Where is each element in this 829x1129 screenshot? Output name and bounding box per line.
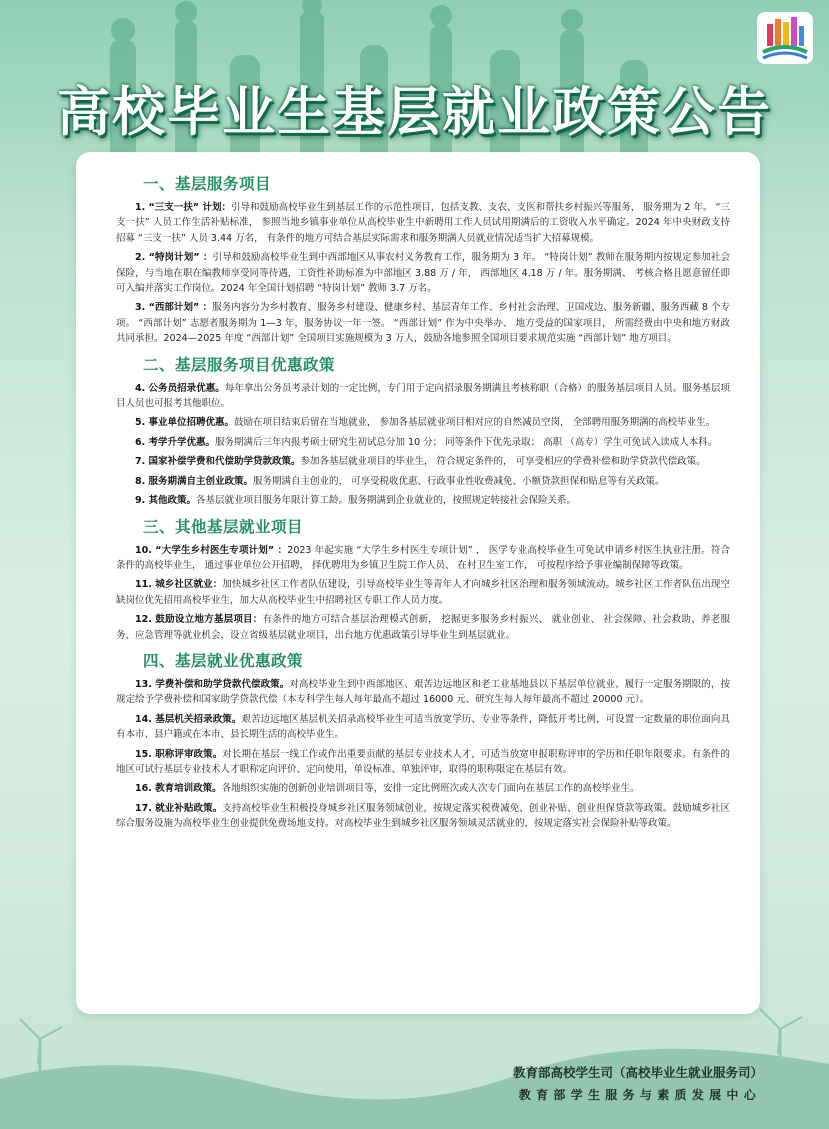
- section-other-grassroots-projects: [116, 515, 730, 643]
- policy-item: [116, 612, 730, 643]
- section-heading: 二、基层服务项目优惠政策: [143, 355, 336, 374]
- policy-text: 支持高校毕业生积极投身城乡社区服务领域创业，按规定落实税费减免、创业补贴、创业担保贷款等政策。鼓励城乡社区综合服务设施为高校毕业生创业提供免费场地支持。对高校毕业生到城乡社区服务领域灵活就业的，按规定落实社会保险补贴等政策。: [116, 802, 730, 830]
- policy-item: [116, 381, 730, 412]
- policy-item: [116, 543, 730, 574]
- section-grassroots-employment-benefits: [116, 649, 730, 832]
- policy-label: 1. “三支一扶” 计划：: [135, 202, 231, 213]
- policy-label: 6. 考学升学优惠。: [135, 436, 216, 448]
- policy-text: 2023 年起实施 “大学生乡村医生专项计划” ， 医学专业高校毕业生可免试申请乡村医生执业注册。符合条件的高校毕业生， 通过事业单位公开招聘， 择优聘用为乡镇卫生院工作人员、 在村卫生室工作， 可按程序给予事业编制保障等政策。: [116, 544, 730, 571]
- policy-item: [116, 454, 730, 469]
- section-heading: 四、基层就业优惠政策: [143, 651, 304, 670]
- policy-label: 15. 职称评审政策。: [135, 748, 223, 760]
- section-service-project-benefits: [116, 353, 730, 509]
- policy-text: 加快城乡社区工作者队伍建设，引导高校毕业生等青年人才向城乡社区治理和服务领域流动。城乡社区工作者队伍出现空缺岗位优先招用高校毕业生，加大从高校毕业生中招聘社区专职工作人员力度。: [116, 579, 730, 606]
- page-title: 高校毕业生基层就业政策公告: [57, 81, 772, 143]
- policy-item: [116, 493, 730, 508]
- policy-item: [116, 677, 730, 708]
- section-heading: 一、基层服务项目: [143, 175, 272, 193]
- policy-label: 8. 服务期满自主创业政策。: [135, 475, 254, 487]
- policy-label: 5. 事业单位招聘优惠。: [135, 417, 235, 429]
- policy-text: 参加各基层就业项目的毕业生， 符合规定条件的， 可享受相应的学费补偿和助学贷款代偿政策。: [300, 456, 706, 468]
- policy-label: 4. 公务员招录优惠。: [135, 382, 225, 394]
- policy-item: [116, 250, 730, 296]
- section-heading: 三、其他基层就业项目: [143, 517, 304, 536]
- policy-item: [116, 747, 730, 778]
- policy-text: 艰苦边远地区基层机关招录高校毕业生可适当放宽学历、专业等条件，降低开考比例，可设置一定数量的职位面向具有本市、县户籍或在本市、县长期生活的高校毕业生。: [116, 713, 730, 741]
- policy-label: 13. 学费补偿和助学贷款代偿政策。: [135, 678, 290, 690]
- policy-item: [116, 474, 730, 489]
- policy-text: 鼓励在项目结束后留在当地就业， 参加各基层就业项目相对应的自然减员空岗， 全部聘用服务期满的高校毕业生。: [234, 417, 716, 429]
- policy-text: 每年拿出公务员考录计划的一定比例，专门用于定向招录服务期满且考核称职（合格）的服务基层项目人员。服务基层项目人员也可报考其他职位。: [116, 382, 730, 410]
- policy-item: [116, 300, 730, 346]
- announcement-content: [116, 172, 730, 838]
- section-basic-service-projects: [116, 172, 730, 347]
- policy-item: [116, 801, 730, 832]
- policy-item: [116, 712, 730, 743]
- policy-item: [116, 781, 730, 796]
- policy-item: [116, 435, 730, 450]
- announcement-card: [76, 152, 760, 1014]
- policy-label: 11. 城乡社区就业：: [135, 579, 223, 591]
- policy-label: 9. 其他政策。: [135, 495, 197, 507]
- policy-label: 16. 教育培训政策。: [135, 783, 222, 795]
- policy-text: 各基层就业项目服务年限计算工龄。服务期满到企业就业的，按照规定转接社会保险关系。: [196, 495, 577, 507]
- policy-text: 服务期满自主创业的， 可享受税收优惠、行政事业性收费减免、小额贷款担保和贴息等有关政策。: [253, 475, 665, 487]
- policy-text: 各地组织实施的创新创业培训项目等，安排一定比例班次或人次专门面向在基层工作的高校毕业生。: [221, 783, 640, 795]
- policy-item: [116, 415, 730, 430]
- policy-label: 12. 鼓励设立地方基层项目：: [135, 614, 263, 626]
- policy-label: 10. “大学生乡村医生专项计划” ：: [135, 544, 288, 556]
- policy-text: 服务内容分为乡村教育、服务乡村建设、健康乡村、基层青年工作、乡村社会治理、卫国戍边、服务新疆、服务西藏 8 个专项。 “西部计划” 志愿者服务期为 1—3 年，服务协议一年一签。 “西部计划” 作为中央举办、 地方受益的国家项目， 所需经费由中央和地方财政共同承担。2024—2025 年度 “西部计划” 全国项目实施规模为 3 万人，鼓励各地参照全国项目要求规范实施 “西部计划” 地方项目。: [116, 302, 730, 345]
- policy-text: 有条件的地方可结合基层治理模式创新， 挖掘更多服务乡村振兴、 就业创业、 社会保障、社会救助、养老服务、应急管理等就业机会，设立省级基层就业项目，出台地方优惠政策引导毕业生到基层就业。: [116, 614, 731, 641]
- policy-text: 服务期满后三年内报考硕士研究生初试总分加 10 分； 同等条件下优先录取； 高职 （高专）学生可免试入读成人本科。: [215, 436, 718, 448]
- policy-label: 2. “特岗计划” ：: [135, 252, 213, 264]
- policy-label: 17. 就业补贴政策。: [135, 802, 223, 814]
- policy-text: 引导和鼓励高校毕业生到基层工作的示范性项目，包括支教、支农、支医和帮扶乡村振兴等服务， 服务期为 2 年。 “三支一扶” 人员工作生活补贴标准， 参照当地乡镇事业单位从高校毕业生中新聘用工作人员试用期满后的工资收入水平确定。2024 年中央财政支持招募 “三支一扶” 人员 3.44 万名， 有条件的地方可结合基层实际需求和服务期满人员就业情况适当扩大招募规模。: [116, 202, 730, 244]
- policy-item: [116, 577, 730, 608]
- policy-label: 14. 基层机关招录政策。: [135, 713, 242, 725]
- issuer-department: 教育部高校学生司（高校毕业生就业服务司）: [512, 1065, 763, 1080]
- ministry-logo-icon: [757, 12, 813, 64]
- policy-text: 对高校毕业生到中西部地区、艰苦边远地区和老工业基地县以下基层单位就业、履行一定服务期限的，按规定给予学费补偿和国家助学贷款代偿（本专科学生每人每年最高不超过 16000 元、研究生每人每年最高不超过 20000 元）。: [116, 678, 730, 706]
- policy-item: [116, 200, 730, 246]
- policy-label: 3. “西部计划” ：: [135, 302, 213, 314]
- policy-text: 对长期在基层一线工作或作出重要贡献的基层专业技术人才，可适当放宽申报职称评审的学历和任职年限要求。有条件的地区可试行基层专业技术人才职称定向评价、定向使用，单设标准、单独评审，取得的职称限定在基层有效。: [116, 748, 730, 775]
- policy-label: 7. 国家补偿学费和代偿助学贷款政策。: [135, 456, 301, 468]
- policy-text: 引导和鼓励高校毕业生到中西部地区从事农村义务教育工作，服务期为 3 年。 “特岗计划” 教师在服务期内按规定参加社会保险，与当地在职在编教师享受同等待遇，工资性补助标准为中部地区 3.88 万 / 年， 西部地区 4.18 万 / 年。服务期满、 考核合格且愿意留任即可入编并落实工作岗位。2024 年全国计划招聘 “特岗计划” 教师 3.7 万名。: [116, 252, 730, 295]
- issuer-center: 教育部学生服务与素质发展中心: [518, 1088, 761, 1102]
